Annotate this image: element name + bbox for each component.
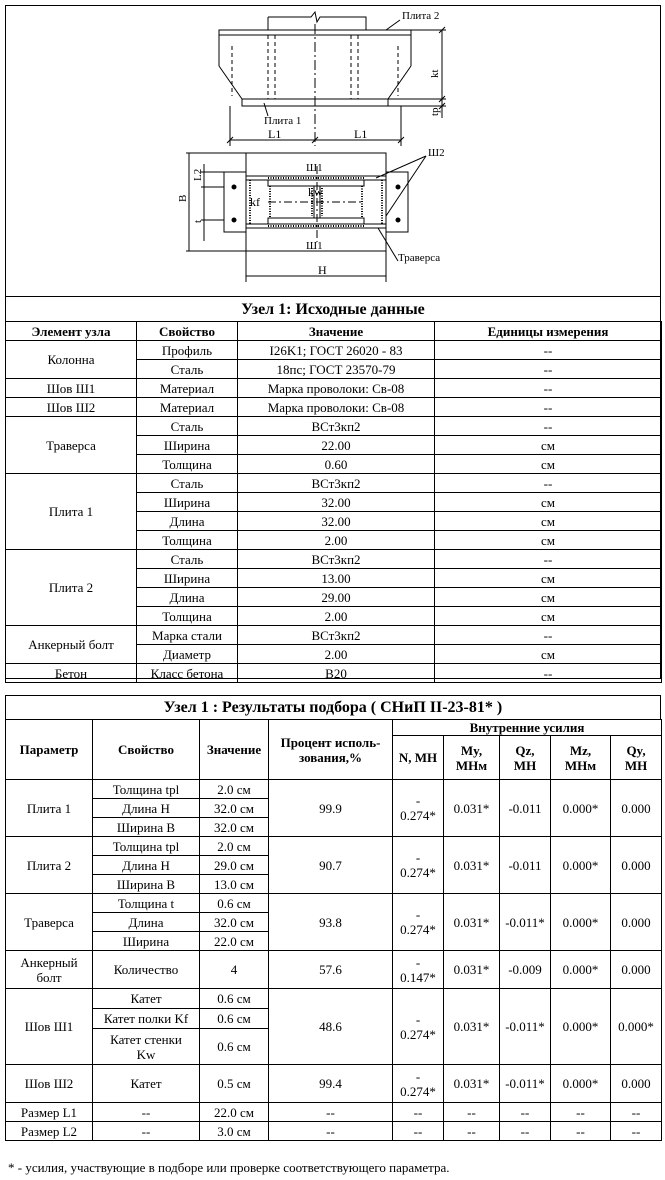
- element-cell: Колонна: [6, 341, 137, 379]
- param-cell: Шов Ш1: [6, 989, 93, 1065]
- value-cell: ВСт3кп2: [238, 550, 435, 569]
- table-row: [6, 664, 662, 683]
- property-cell: Длина: [137, 588, 238, 607]
- elevation-view: [219, 12, 446, 146]
- param-cell: Анкерный болт: [6, 951, 93, 989]
- results-table: [5, 719, 662, 1141]
- property-cell: Длина H: [93, 799, 200, 818]
- qy-cell: 0.000: [611, 780, 662, 837]
- n-cell: - 0.274*: [393, 894, 444, 951]
- property-cell: Толщина tpl: [93, 837, 200, 856]
- value-cell: ВСт3кп2: [238, 417, 435, 436]
- unit-cell: см: [435, 512, 662, 531]
- table2-title: Узел 1 : Результаты подбора ( СНиП II-23-81* ): [5, 695, 661, 719]
- kf-label: kf: [250, 195, 260, 209]
- table-row: [6, 1122, 662, 1141]
- qy-cell: 0.000*: [611, 989, 662, 1065]
- unit-cell: --: [435, 664, 662, 683]
- property-cell: --: [93, 1122, 200, 1141]
- qy-cell: 0.000: [611, 837, 662, 894]
- value-cell: 0.5 см: [200, 1065, 269, 1103]
- header-my: My, МНм: [444, 736, 500, 780]
- n-cell: - 0.147*: [393, 951, 444, 989]
- property-cell: Толщина tpl: [93, 780, 200, 799]
- qz-cell: -0.011*: [500, 1065, 551, 1103]
- value-cell: 22.00: [238, 436, 435, 455]
- element-cell: Бетон: [6, 664, 137, 683]
- value-cell: ВСт3кп2: [238, 626, 435, 645]
- plate2-label: Плита 2: [402, 10, 440, 22]
- traverse-label: Траверса: [398, 252, 441, 264]
- table-row: [6, 341, 662, 360]
- t-label: t: [192, 219, 204, 223]
- table-row: [6, 894, 662, 913]
- n-cell: --: [393, 1103, 444, 1122]
- value-cell: 0.6 см: [200, 1009, 269, 1029]
- property-cell: Ширина: [137, 493, 238, 512]
- table-row: [6, 550, 662, 569]
- n-cell: - 0.274*: [393, 780, 444, 837]
- property-cell: Толщина t: [93, 894, 200, 913]
- property-cell: Сталь: [137, 474, 238, 493]
- header-value: Значение: [238, 322, 435, 341]
- table-row: [6, 417, 662, 436]
- property-cell: Катет: [93, 1065, 200, 1103]
- element-cell: Плита 2: [6, 550, 137, 626]
- property-cell: Ширина: [93, 932, 200, 951]
- value-cell: 32.0 см: [200, 818, 269, 837]
- header-param: Параметр: [6, 720, 93, 780]
- property-cell: Сталь: [137, 550, 238, 569]
- table-row: [6, 1103, 662, 1122]
- unit-cell: --: [435, 626, 662, 645]
- my-cell: --: [444, 1122, 500, 1141]
- initial-data-frame: [5, 5, 661, 679]
- property-cell: Ширина: [137, 436, 238, 455]
- element-cell: Плита 1: [6, 474, 137, 550]
- unit-cell: см: [435, 531, 662, 550]
- value-cell: 32.00: [238, 493, 435, 512]
- property-cell: Катет полки Kf: [93, 1009, 200, 1029]
- property-cell: Ширина: [137, 569, 238, 588]
- param-cell: Размер L2: [6, 1122, 93, 1141]
- header-qy: Qy, МН: [611, 736, 662, 780]
- unit-cell: --: [435, 379, 662, 398]
- value-cell: ВСт3кп2: [238, 474, 435, 493]
- header-value: Значение: [200, 720, 269, 780]
- value-cell: 0.60: [238, 455, 435, 474]
- sh1-bottom-label: Ш1: [306, 240, 323, 252]
- results-block: [5, 695, 661, 1141]
- value-cell: 29.0 см: [200, 856, 269, 875]
- header-mz: Mz, МНм: [551, 736, 611, 780]
- header-property: Свойство: [137, 322, 238, 341]
- value-cell: I26K1; ГОСТ 26020 - 83: [238, 341, 435, 360]
- property-cell: Толщина: [137, 607, 238, 626]
- header-percent: Процент исполь- зования,%: [269, 720, 393, 780]
- value-cell: 0.6 см: [200, 894, 269, 913]
- unit-cell: --: [435, 474, 662, 493]
- b-label: B: [177, 194, 189, 202]
- value-cell: 2.00: [238, 531, 435, 550]
- value-cell: 3.0 см: [200, 1122, 269, 1141]
- unit-cell: см: [435, 569, 662, 588]
- my-cell: 0.031*: [444, 951, 500, 989]
- unit-cell: см: [435, 607, 662, 626]
- qy-cell: --: [611, 1103, 662, 1122]
- unit-cell: --: [435, 550, 662, 569]
- qz-cell: --: [500, 1122, 551, 1141]
- property-cell: Материал: [137, 379, 238, 398]
- qz-cell: -0.009: [500, 951, 551, 989]
- table-row: [6, 398, 662, 417]
- unit-cell: см: [435, 436, 662, 455]
- value-cell: 32.00: [238, 512, 435, 531]
- my-cell: 0.031*: [444, 989, 500, 1065]
- property-cell: Длина: [93, 913, 200, 932]
- header-element: Элемент узла: [6, 322, 137, 341]
- initial-data-table: [5, 321, 662, 683]
- header-prop: Свойство: [93, 720, 200, 780]
- value-cell: 2.00: [238, 645, 435, 664]
- plate1-label: Плита 1: [264, 115, 302, 127]
- value-cell: B20: [238, 664, 435, 683]
- kw-label: kw: [308, 185, 323, 199]
- my-cell: 0.031*: [444, 894, 500, 951]
- property-cell: Катет: [93, 989, 200, 1009]
- tp-label: tp: [429, 107, 441, 116]
- value-cell: Марка проволоки: Св-08: [238, 379, 435, 398]
- table-row: [6, 837, 662, 856]
- value-cell: 22.0 см: [200, 1103, 269, 1122]
- element-cell: Траверса: [6, 417, 137, 474]
- property-cell: --: [93, 1103, 200, 1122]
- element-cell: Шов Ш1: [6, 379, 137, 398]
- mz-cell: 0.000*: [551, 894, 611, 951]
- property-cell: Ширина B: [93, 818, 200, 837]
- value-cell: 32.0 см: [200, 913, 269, 932]
- unit-cell: см: [435, 493, 662, 512]
- table-row: [6, 379, 662, 398]
- n-cell: - 0.274*: [393, 837, 444, 894]
- property-cell: Марка стали: [137, 626, 238, 645]
- table1-title: Узел 1: Исходные данные: [6, 296, 660, 322]
- value-cell: Марка проволоки: Св-08: [238, 398, 435, 417]
- n-cell: - 0.274*: [393, 989, 444, 1065]
- percent-cell: 48.6: [269, 989, 393, 1065]
- n-cell: --: [393, 1122, 444, 1141]
- param-cell: Плита 2: [6, 837, 93, 894]
- table-row: [6, 626, 662, 645]
- my-cell: 0.031*: [444, 837, 500, 894]
- qz-cell: --: [500, 1103, 551, 1122]
- mz-cell: 0.000*: [551, 837, 611, 894]
- value-cell: 32.0 см: [200, 799, 269, 818]
- header-forces: Внутренние усилия: [393, 720, 662, 736]
- value-cell: 2.0 см: [200, 837, 269, 856]
- property-cell: Толщина: [137, 455, 238, 474]
- property-cell: Материал: [137, 398, 238, 417]
- sh2-label: Ш2: [428, 147, 445, 159]
- property-cell: Количество: [93, 951, 200, 989]
- property-cell: Диаметр: [137, 645, 238, 664]
- property-cell: Длина: [137, 512, 238, 531]
- percent-cell: --: [269, 1103, 393, 1122]
- property-cell: Сталь: [137, 360, 238, 379]
- value-cell: 0.6 см: [200, 1029, 269, 1065]
- unit-cell: см: [435, 455, 662, 474]
- header-qz: Qz, МН: [500, 736, 551, 780]
- percent-cell: 99.4: [269, 1065, 393, 1103]
- footnote: * - усилия, участвующие в подборе или проверке соответствующего параметра.: [8, 1160, 450, 1175]
- value-cell: 22.0 см: [200, 932, 269, 951]
- element-cell: Анкерный болт: [6, 626, 137, 664]
- mz-cell: 0.000*: [551, 780, 611, 837]
- property-cell: Сталь: [137, 417, 238, 436]
- property-cell: Катет стенки Kw: [93, 1029, 200, 1065]
- unit-cell: см: [435, 588, 662, 607]
- value-cell: 18пс; ГОСТ 23570-79: [238, 360, 435, 379]
- kt-label: kt: [429, 69, 441, 78]
- l1-left-label: L1: [268, 127, 282, 141]
- unit-cell: --: [435, 360, 662, 379]
- mz-cell: 0.000*: [551, 951, 611, 989]
- percent-cell: 90.7: [269, 837, 393, 894]
- property-cell: Толщина: [137, 531, 238, 550]
- h-label: H: [318, 263, 327, 277]
- my-cell: --: [444, 1103, 500, 1122]
- property-cell: Длина H: [93, 856, 200, 875]
- qy-cell: 0.000: [611, 894, 662, 951]
- mz-cell: --: [551, 1103, 611, 1122]
- my-cell: 0.031*: [444, 780, 500, 837]
- unit-cell: см: [435, 645, 662, 664]
- unit-cell: --: [435, 398, 662, 417]
- l1-right-label: L1: [354, 127, 368, 141]
- value-cell: 2.0 см: [200, 780, 269, 799]
- qz-cell: -0.011: [500, 780, 551, 837]
- table-row: [6, 780, 662, 799]
- qz-cell: -0.011*: [500, 894, 551, 951]
- qz-cell: -0.011: [500, 837, 551, 894]
- header-n: N, МН: [393, 736, 444, 780]
- header-units: Единицы измерения: [435, 322, 662, 341]
- param-cell: Траверса: [6, 894, 93, 951]
- table-row: [6, 989, 662, 1009]
- value-cell: 0.6 см: [200, 989, 269, 1009]
- table-row: [6, 1065, 662, 1103]
- unit-cell: --: [435, 341, 662, 360]
- qy-cell: 0.000: [611, 951, 662, 989]
- property-cell: Класс бетона: [137, 664, 238, 683]
- node-drawing: [6, 6, 660, 296]
- qz-cell: -0.011*: [500, 989, 551, 1065]
- mz-cell: 0.000*: [551, 1065, 611, 1103]
- param-cell: Плита 1: [6, 780, 93, 837]
- unit-cell: --: [435, 417, 662, 436]
- param-cell: Размер L1: [6, 1103, 93, 1122]
- value-cell: 2.00: [238, 607, 435, 626]
- value-cell: 29.00: [238, 588, 435, 607]
- l2-label: L2: [192, 168, 204, 181]
- value-cell: 13.0 см: [200, 875, 269, 894]
- n-cell: - 0.274*: [393, 1065, 444, 1103]
- percent-cell: 99.9: [269, 780, 393, 837]
- qy-cell: 0.000: [611, 1065, 662, 1103]
- sh1-top-label: Ш1: [306, 162, 323, 174]
- element-cell: Шов Ш2: [6, 398, 137, 417]
- value-cell: 13.00: [238, 569, 435, 588]
- property-cell: Профиль: [137, 341, 238, 360]
- percent-cell: 93.8: [269, 894, 393, 951]
- value-cell: 4: [200, 951, 269, 989]
- mz-cell: 0.000*: [551, 989, 611, 1065]
- table-row: [6, 951, 662, 989]
- property-cell: Ширина B: [93, 875, 200, 894]
- my-cell: 0.031*: [444, 1065, 500, 1103]
- percent-cell: --: [269, 1122, 393, 1141]
- param-cell: Шов Ш2: [6, 1065, 93, 1103]
- percent-cell: 57.6: [269, 951, 393, 989]
- table-row: [6, 474, 662, 493]
- qy-cell: --: [611, 1122, 662, 1141]
- mz-cell: --: [551, 1122, 611, 1141]
